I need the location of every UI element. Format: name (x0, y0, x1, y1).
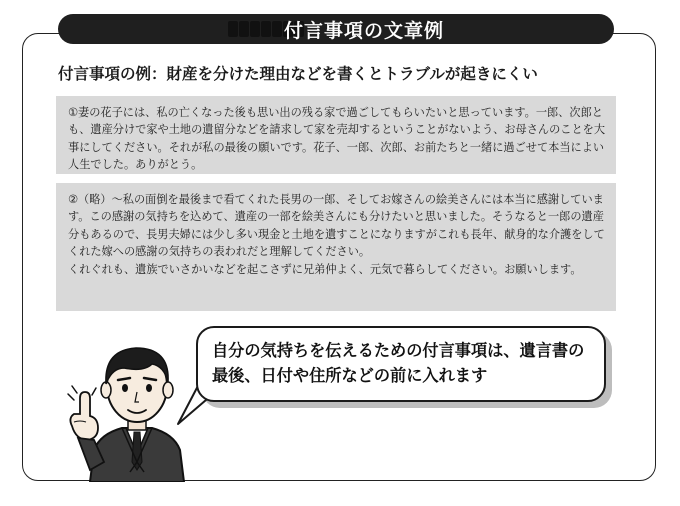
example-box-2: ②（略）～私の面倒を最後まで看てくれた長男の一郎、そしてお嫁さんの絵美さんには本当に感謝しています。この感謝の気持ちを込めて、遺産の一部を絵美さんにも分けたいと思いました。そうなると一郎の遺産分もあるので、長男夫婦には少し多い現金と土地を遺すことになりますがこれも長年、献身的な介護をしてくれた嫁への感謝の気持ちの表われだと理解してください。 くれぐれも、遺族でいさかいなどを起こさずに兄弟仲よく、元気で暮らしてください。お願いします。 (56, 183, 616, 311)
title-bar (58, 14, 614, 44)
page-title: 付言事項の文章例 (283, 19, 444, 42)
example-box-1: ①妻の花子には、私の亡くなった後も思い出の残る家で過ごしてもらいたいと思っています。一郎、次郎とも、遺産分けで家や土地の遺留分などを請求して家を売却するということがないよう、お母さんのことを大事にしてください。それが私の最後の願いです。花子、一郎、次郎、お前たちと一緒に過ごせて本当によい人生でした。ありがとう。 (56, 96, 616, 174)
section-subtitle: 付言事項の例：財産を分けた理由などを書くとトラブルが起きにくい (58, 65, 538, 83)
speech-bubble: 自分の気持ちを伝えるための付言事項は、遺言書の最後、日付や住所などの前に入れます (196, 326, 606, 402)
